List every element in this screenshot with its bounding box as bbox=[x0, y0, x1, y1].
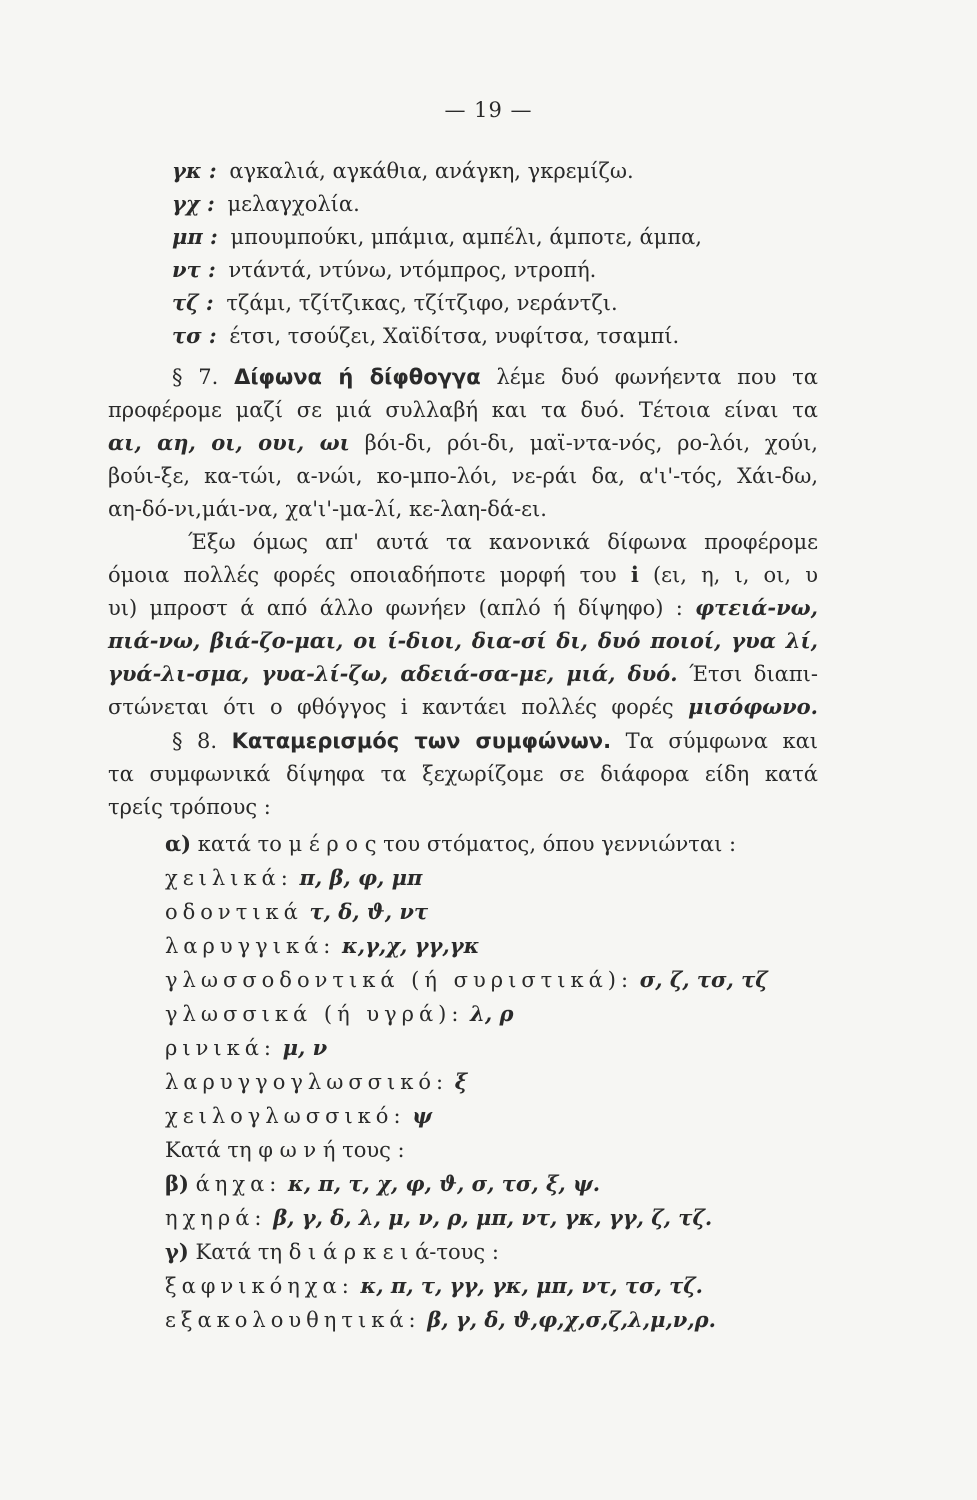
group-label: άηχα: bbox=[195, 1172, 282, 1196]
paragraph-line bbox=[108, 594, 818, 622]
paragraph-text: στώνεται ότι ο φθόγγος i καντάει πολλές φορές bbox=[108, 695, 674, 719]
consonant-group bbox=[165, 898, 428, 926]
section-7-heading: Δίφωνα ή δίφθογγα bbox=[234, 365, 481, 389]
section-8-heading-line bbox=[172, 727, 818, 755]
group-label: ρινικά: bbox=[165, 1036, 276, 1060]
digraph-line bbox=[172, 190, 360, 218]
digraph-line bbox=[172, 256, 596, 284]
consonant-group bbox=[165, 1034, 327, 1062]
group-letters: β, γ, δ, ϑ,φ,χ,σ,ζ,λ,μ,ν,ρ. bbox=[427, 1307, 716, 1332]
consonant-group bbox=[165, 1102, 432, 1130]
group-letters: κ,γ,χ, γγ,γκ bbox=[342, 933, 480, 958]
list-marker: γ) bbox=[165, 1239, 189, 1264]
section-7-text: λέμε δυό φωνήεντα που τα bbox=[496, 365, 818, 389]
paragraph-line: πιά-νω, βιά-ζο-μαι, οι ί-διοι, δια-σί δι, δυό ποιοί, γυα λί, bbox=[108, 628, 818, 653]
group-letters: μ, ν bbox=[282, 1035, 328, 1060]
paragraph-line: βούι-ξε, κα-τώι, α-νώι, κο-μπο-λόι, νε-ράι δα, α'ι'-τός, Χάι-δω, bbox=[108, 464, 818, 488]
paragraph-line bbox=[108, 660, 818, 688]
group-letters: λ, ρ bbox=[470, 1001, 514, 1026]
paragraph-line bbox=[108, 429, 818, 457]
section-8-text: Τα σύμφωνα και bbox=[625, 729, 818, 753]
group-label: εξακολουθητικά: bbox=[165, 1308, 421, 1332]
section-8-number: § 8. bbox=[172, 729, 218, 753]
section-7-heading-line bbox=[172, 363, 818, 391]
consonant-group bbox=[165, 1306, 716, 1334]
group-letters: β, γ, δ, λ, μ, ν, ρ, μπ, ντ, γκ, γγ, ζ, τζ. bbox=[273, 1205, 713, 1230]
digraph-line bbox=[172, 157, 634, 185]
group-letters: τ, δ, ϑ, ντ bbox=[309, 899, 429, 924]
group-label: χειλογλωσσικό: bbox=[165, 1104, 406, 1128]
group-letters: ξ bbox=[454, 1069, 468, 1094]
consonant-group bbox=[165, 1068, 467, 1096]
paragraph-text: βόι-δι, ρόι-δι, μαϊ-ντα-νός, ρο-λόι, χούι, bbox=[364, 431, 818, 455]
list-marker: α) bbox=[165, 831, 192, 856]
digraph-abbr: τσ : bbox=[172, 323, 217, 348]
digraph-abbr: μπ : bbox=[172, 224, 218, 249]
group-label: γλωσσικά (ή υγρά): bbox=[165, 1002, 464, 1026]
example-words: γυά-λι-σμα, γυα-λί-ζω, αδειά-σα-με, μιά, δυό. bbox=[108, 661, 678, 686]
paragraph-text: όμοια πολλές φορές οποιαδήποτε μορφή του bbox=[108, 563, 617, 587]
paragraph-text: υι) μπροστ ά από άλλο φωνήεν (απλό ή δίψηφο) : bbox=[108, 596, 683, 620]
section-7-number: § 7. bbox=[172, 365, 219, 389]
paragraph-text: (ει, η, ι, οι, υ bbox=[652, 563, 818, 587]
group-letters: κ, π, τ, χ, φ, ϑ, σ, τσ, ξ, ψ. bbox=[288, 1171, 601, 1196]
group-letters: π, β, φ, μπ bbox=[299, 865, 423, 890]
paragraph-text: Έτσι διαπι- bbox=[689, 662, 818, 686]
example-word: φτειά-νω, bbox=[695, 595, 818, 620]
group-letters: ψ bbox=[412, 1103, 432, 1128]
criterion-text: κατά το μ έ ρ ο ς του στόματος, όπου γεννιώνται : bbox=[197, 832, 737, 856]
group-label: χειλικά: bbox=[165, 866, 293, 890]
digraph-abbr: τζ : bbox=[172, 290, 214, 315]
consonant-group bbox=[165, 864, 422, 892]
group-letters: σ, ζ, τσ, τζ bbox=[639, 967, 768, 992]
group-label: λαρυγγογλωσσικό: bbox=[165, 1070, 449, 1094]
consonant-group bbox=[165, 1000, 513, 1028]
digraph-examples: μελαγχολία. bbox=[227, 192, 360, 216]
digraph-examples: μπουμπούκι, μπάμια, αμπέλι, άμποτε, άμπα, bbox=[230, 225, 702, 249]
group-label: λαρυγγικά: bbox=[165, 934, 336, 958]
paragraph-line: προφέρομε μαζί σε μιά συλλαβή και τα δυό. Τέτοια είναι τα bbox=[108, 398, 818, 422]
group-letters: κ, π, τ, γγ, γκ, μπ, ντ, τσ, τζ. bbox=[360, 1273, 703, 1298]
group-label: ξαφνικόηχα: bbox=[165, 1274, 354, 1298]
criterion-sound-heading: Κατά τη φ ω ν ή τους : bbox=[165, 1138, 405, 1162]
paragraph-line: Έξω όμως απ' αυτά τα κανονικά δίφωνα προφέρομε bbox=[188, 530, 818, 554]
consonant-group bbox=[165, 966, 768, 994]
digraph-abbr: γχ : bbox=[172, 191, 215, 216]
diphthong-list: αι, αη, οι, ουι, ωι bbox=[108, 430, 350, 455]
consonant-group bbox=[165, 1272, 703, 1300]
section-8-heading: Καταμερισμός των συμφώνων. bbox=[231, 729, 612, 753]
digraph-abbr: γκ : bbox=[172, 158, 217, 183]
criterion-gamma bbox=[165, 1238, 499, 1266]
digraph-abbr: ντ : bbox=[172, 257, 216, 282]
criterion-alpha bbox=[165, 830, 736, 858]
group-label: ηχηρά: bbox=[165, 1206, 267, 1230]
consonant-group bbox=[165, 932, 479, 960]
digraph-examples: τζάμι, τζίτζικας, τζίτζιφο, νεράντζι. bbox=[226, 291, 618, 315]
criterion-text: Κατά τη δ ι ά ρ κ ε ι ά-τους : bbox=[195, 1240, 499, 1264]
list-marker: β) bbox=[165, 1171, 189, 1196]
paragraph-line: τα συμφωνικά δίψηφα τα ξεχωρίζομε σε διάφορα είδη κατά bbox=[108, 762, 818, 786]
paragraph-line bbox=[108, 693, 818, 721]
term-semivowel: μισόφωνο. bbox=[688, 694, 818, 719]
group-label: οδοντικά bbox=[165, 900, 303, 924]
consonant-group bbox=[165, 1170, 600, 1198]
digraph-examples: ντάντά, ντύνω, ντόμπρος, ντροπή. bbox=[228, 258, 597, 282]
digraph-examples: έτσι, τσούζει, Χαϊδίτσα, νυφίτσα, τσαμπί. bbox=[229, 324, 680, 348]
paragraph-emphasis: i bbox=[630, 562, 639, 587]
digraph-examples: αγκαλιά, αγκάθια, ανάγκη, γκρεμίζω. bbox=[229, 159, 634, 183]
paragraph-line: τρείς τρόπους : bbox=[108, 795, 271, 819]
digraph-line bbox=[172, 223, 702, 251]
consonant-group bbox=[165, 1204, 712, 1232]
group-label: γλωσσοδοντικά (ή συριστικά): bbox=[165, 968, 634, 992]
digraph-line bbox=[172, 289, 618, 317]
page-number: — 19 — bbox=[444, 98, 533, 122]
paragraph-line bbox=[108, 561, 818, 589]
digraph-line bbox=[172, 322, 679, 350]
paragraph-line: αη-δό-νι,μάι-να, χα'ι'-μα-λί, κε-λαη-δά-ει. bbox=[108, 497, 547, 521]
